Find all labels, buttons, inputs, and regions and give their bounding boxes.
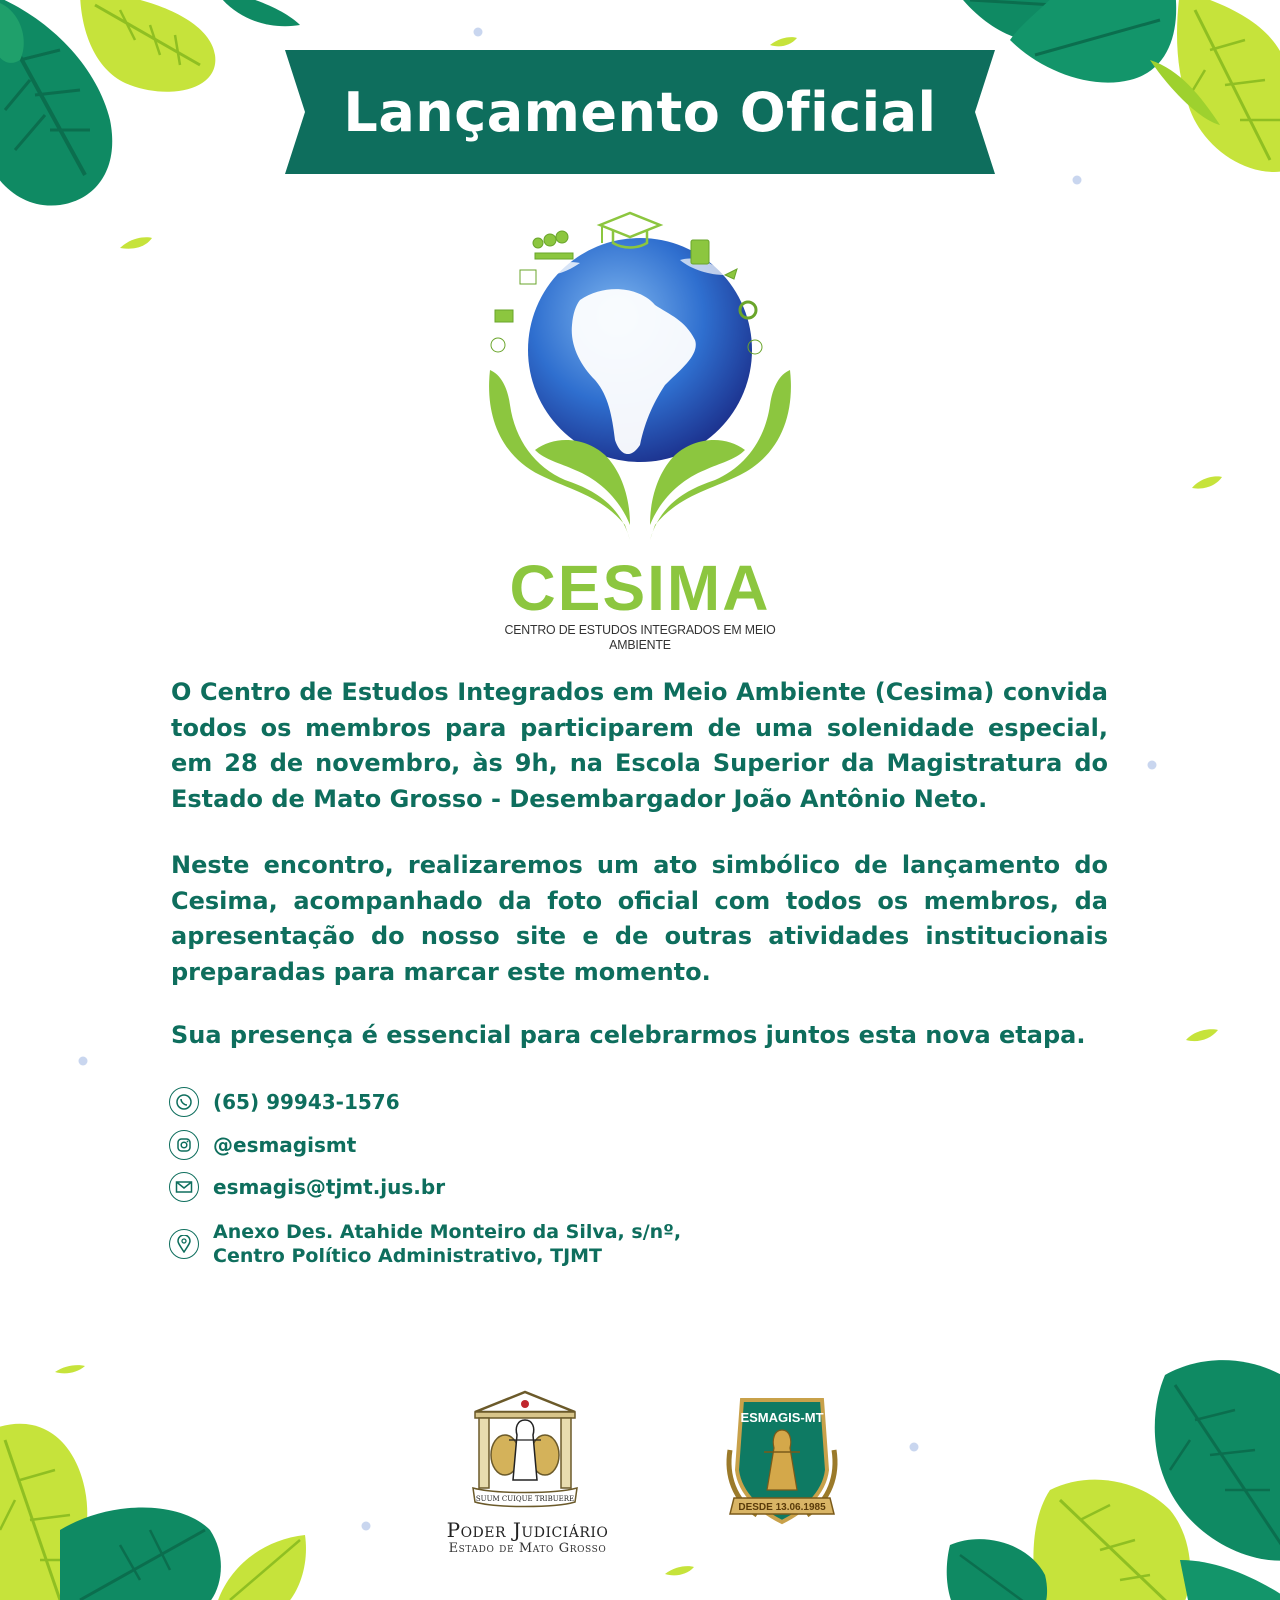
atom-icon — [491, 338, 505, 352]
esmagis-mt-shield — [712, 1390, 852, 1530]
cesima-logo-name: CESIMA — [509, 552, 771, 624]
leaf-top-left — [0, 0, 300, 206]
invitation-paragraph: O Centro de Estudos Integrados em Meio Ambiente (Cesima) convida todos os membros para participarem de uma solenidade especial, em 28 de novembro, às 9h, na Escola Superior da Magistratura do Estado de Mato Grosso - Desembargador João Antônio Neto. — [171, 678, 1108, 813]
page-title: Lançamento Oficial — [343, 80, 937, 144]
event-details-paragraph: Neste encontro, realizaremos um ato simbólico de lançamento do Cesima, acompanhado da foto oficial com todos os membros, da apresentação do nosso site e de outras atividades institucionais preparadas para marcar este momento. — [171, 851, 1108, 986]
people-icon — [544, 234, 556, 246]
pj-motto: SUUM CUIQUE TRIBUERE — [475, 1495, 575, 1503]
poder-judiciario-subtitle: Estado de Mato Grosso — [448, 1541, 607, 1556]
phone-text: (65) 99943-1576 — [213, 1090, 400, 1114]
contact-email[interactable] — [169, 1172, 445, 1202]
solar-panel-icon — [520, 270, 536, 284]
cesima-logo-subtitle: CENTRO DE ESTUDOS INTEGRADOS EM MEIO AMBIENTE — [504, 622, 776, 652]
address-line-1: Anexo Des. Atahide Monteiro da Silva, s/nº, — [213, 1221, 682, 1243]
esmagis-name: ESMAGIS-MT — [740, 1410, 824, 1425]
bird-icon — [725, 269, 737, 279]
address-text — [213, 1220, 681, 1268]
instagram-text: @esmagismt — [213, 1133, 357, 1157]
leaf-top-right — [955, 0, 1280, 172]
poder-judiciario-title: Poder Judiciário — [446, 1518, 609, 1542]
leaf-bottom-left — [0, 1424, 306, 1600]
location-pin-icon — [169, 1229, 199, 1259]
instagram-icon — [169, 1130, 199, 1160]
contact-phone[interactable] — [169, 1087, 400, 1117]
mail-icon — [169, 1172, 199, 1202]
contact-address[interactable] — [169, 1220, 681, 1268]
email-text: esmagis@tjmt.jus.br — [213, 1175, 446, 1199]
leaf-bottom-right — [947, 1360, 1280, 1600]
book-icon — [495, 310, 513, 322]
contact-instagram[interactable] — [169, 1130, 356, 1160]
closing-paragraph: Sua presença é essencial para celebrarmos juntos esta nova etapa. — [171, 1021, 1086, 1049]
esmagis-since: DESDE 13.06.1985 — [738, 1502, 826, 1513]
address-line-2: Centro Político Administrativo, TJMT — [213, 1245, 603, 1267]
title-banner — [285, 50, 995, 174]
bio-fuel-icon — [691, 240, 709, 264]
poder-judiciario-crest — [465, 1390, 585, 1520]
whatsapp-icon — [169, 1087, 199, 1117]
